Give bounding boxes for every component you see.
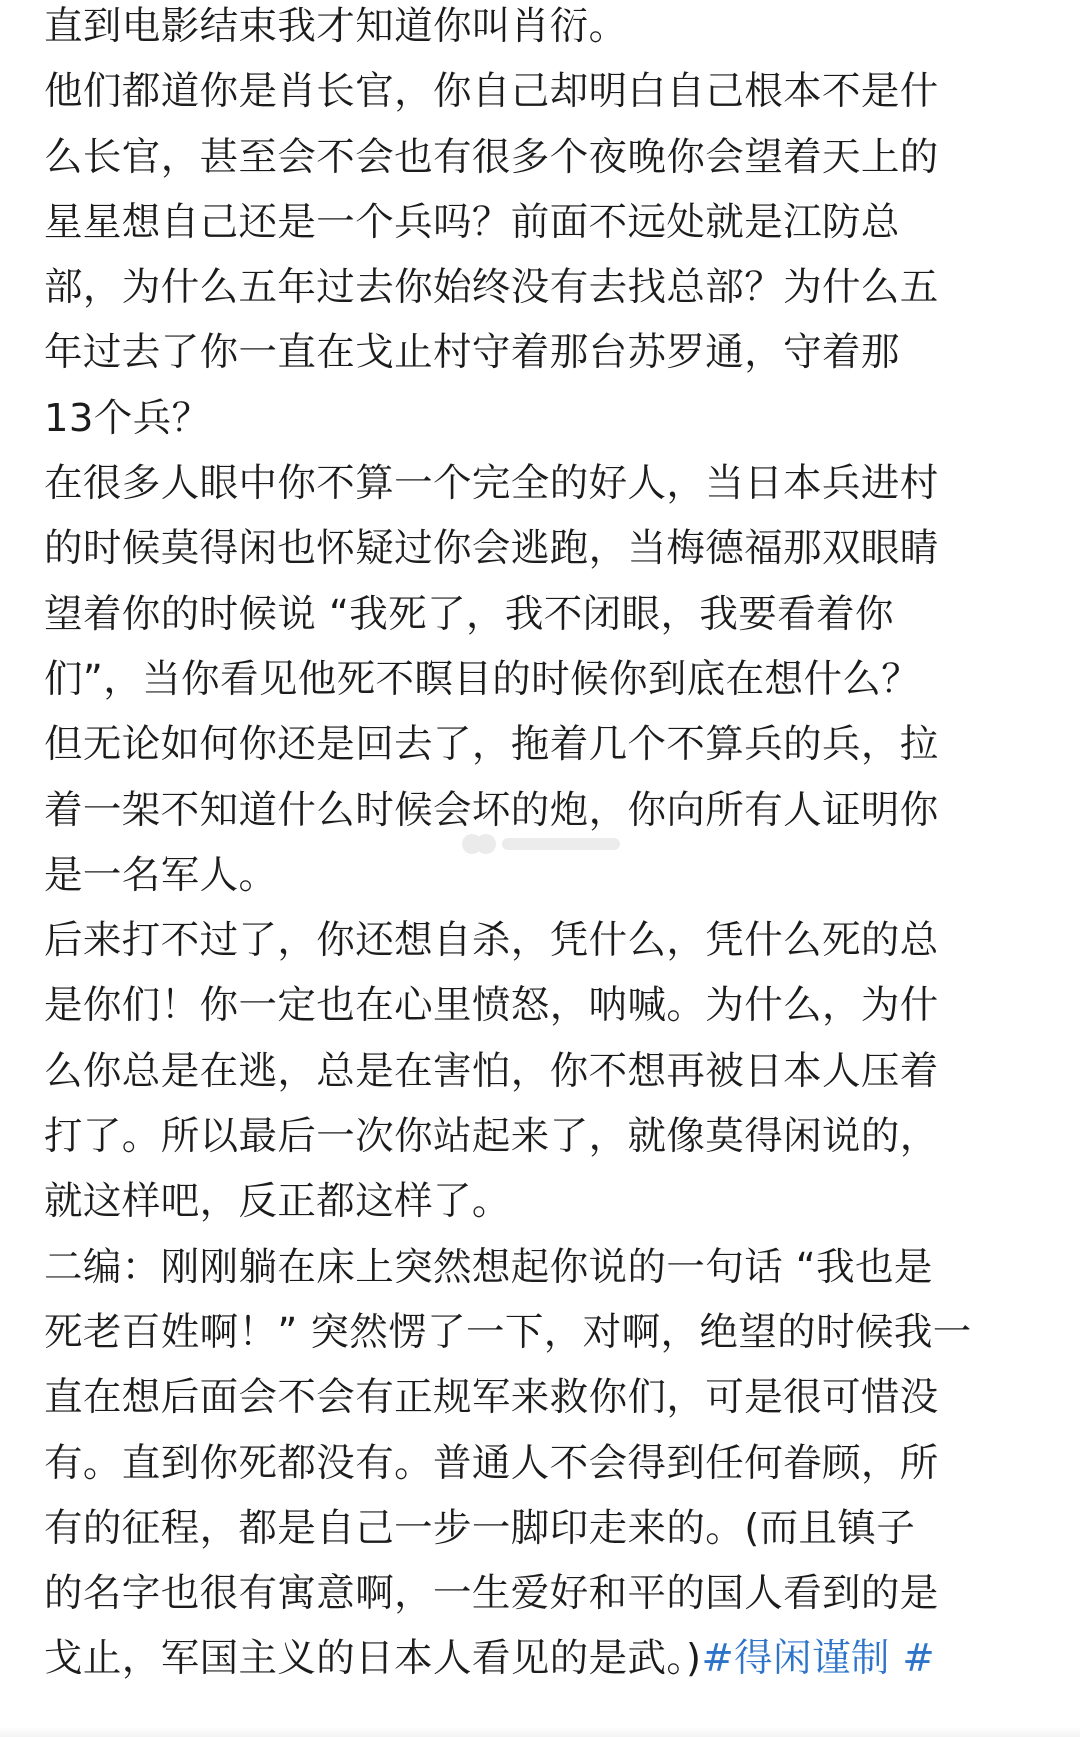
post-line: 在很多人眼中你不算一个完全的好人，当日本兵进村 — [44, 461, 939, 507]
hashtag-link[interactable]: #得闲谨制 # — [701, 1636, 936, 1682]
post-line: 但无论如何你还是回去了，拖着几个不算兵的兵，拉 — [44, 722, 939, 768]
post-line: 二编：刚刚躺在床上突然想起你说的一句话 “我也是 — [44, 1244, 933, 1290]
post-line: 是一名军人。 — [44, 852, 278, 898]
watermark-bar — [502, 838, 620, 850]
watermark-dot — [476, 834, 496, 854]
post-line-text: 戈止，军国主义的日本人看见的是武。) — [44, 1636, 702, 1682]
post-line: 是你们！你一定也在心里愤怒，呐喊。为什么，为什 — [44, 983, 939, 1029]
post-line: 着一架不知道什么时候会坏的炮，你向所有人证明你 — [44, 787, 939, 833]
post-line: 望着你的时候说 “我死了，我不闭眼，我要看着你 — [44, 591, 894, 637]
post-line: 的名字也很有寓意啊，一生爱好和平的国人看到的是 — [44, 1571, 939, 1617]
post-line: 部，为什么五年过去你始终没有去找总部？为什么五 — [44, 265, 939, 311]
post-line: 打了。所以最后一次你站起来了，就像莫得闲说的， — [44, 1114, 939, 1160]
post-line: 直在想后面会不会有正规军来救你们，可是很可惜没 — [44, 1375, 939, 1421]
watermark — [462, 832, 632, 856]
post-line: 有。直到你死都没有。普通人不会得到任何眷顾，所 — [44, 1440, 939, 1486]
bottom-edge — [0, 1727, 1080, 1737]
post-line: 后来打不过了，你还想自杀，凭什么，凭什么死的总 — [44, 918, 939, 964]
post-line: 星星想自己还是一个兵吗？前面不远处就是江防总 — [44, 199, 900, 245]
post-line: 就这样吧，反正都这样了。 — [44, 1179, 511, 1225]
post-line: 有的征程，都是自己一步一脚印走来的。(而且镇子 — [44, 1505, 916, 1551]
post-line: 们”，当你看见他死不瞑目的时候你到底在想什么？ — [44, 656, 921, 702]
post-line: 他们都道你是肖长官，你自己却明白自己根本不是什 — [44, 69, 939, 115]
post-line: 直到电影结束我才知道你叫肖衍。 — [44, 4, 628, 49]
post-line: 13个兵？ — [44, 395, 211, 441]
post-line: 么长官，甚至会不会也有很多个夜晚你会望着天上的 — [44, 134, 939, 180]
post-line-last — [44, 1626, 1054, 1691]
post-line: 年过去了你一直在戈止村守着那台苏罗通，守着那 — [44, 330, 900, 376]
post-line: 死老百姓啊！” 突然愣了一下，对啊，绝望的时候我一 — [44, 1309, 972, 1355]
post-line: 么你总是在逃，总是在害怕，你不想再被日本人压着 — [44, 1048, 939, 1094]
post-line: 的时候莫得闲也怀疑过你会逃跑，当梅德福那双眼睛 — [44, 526, 939, 572]
